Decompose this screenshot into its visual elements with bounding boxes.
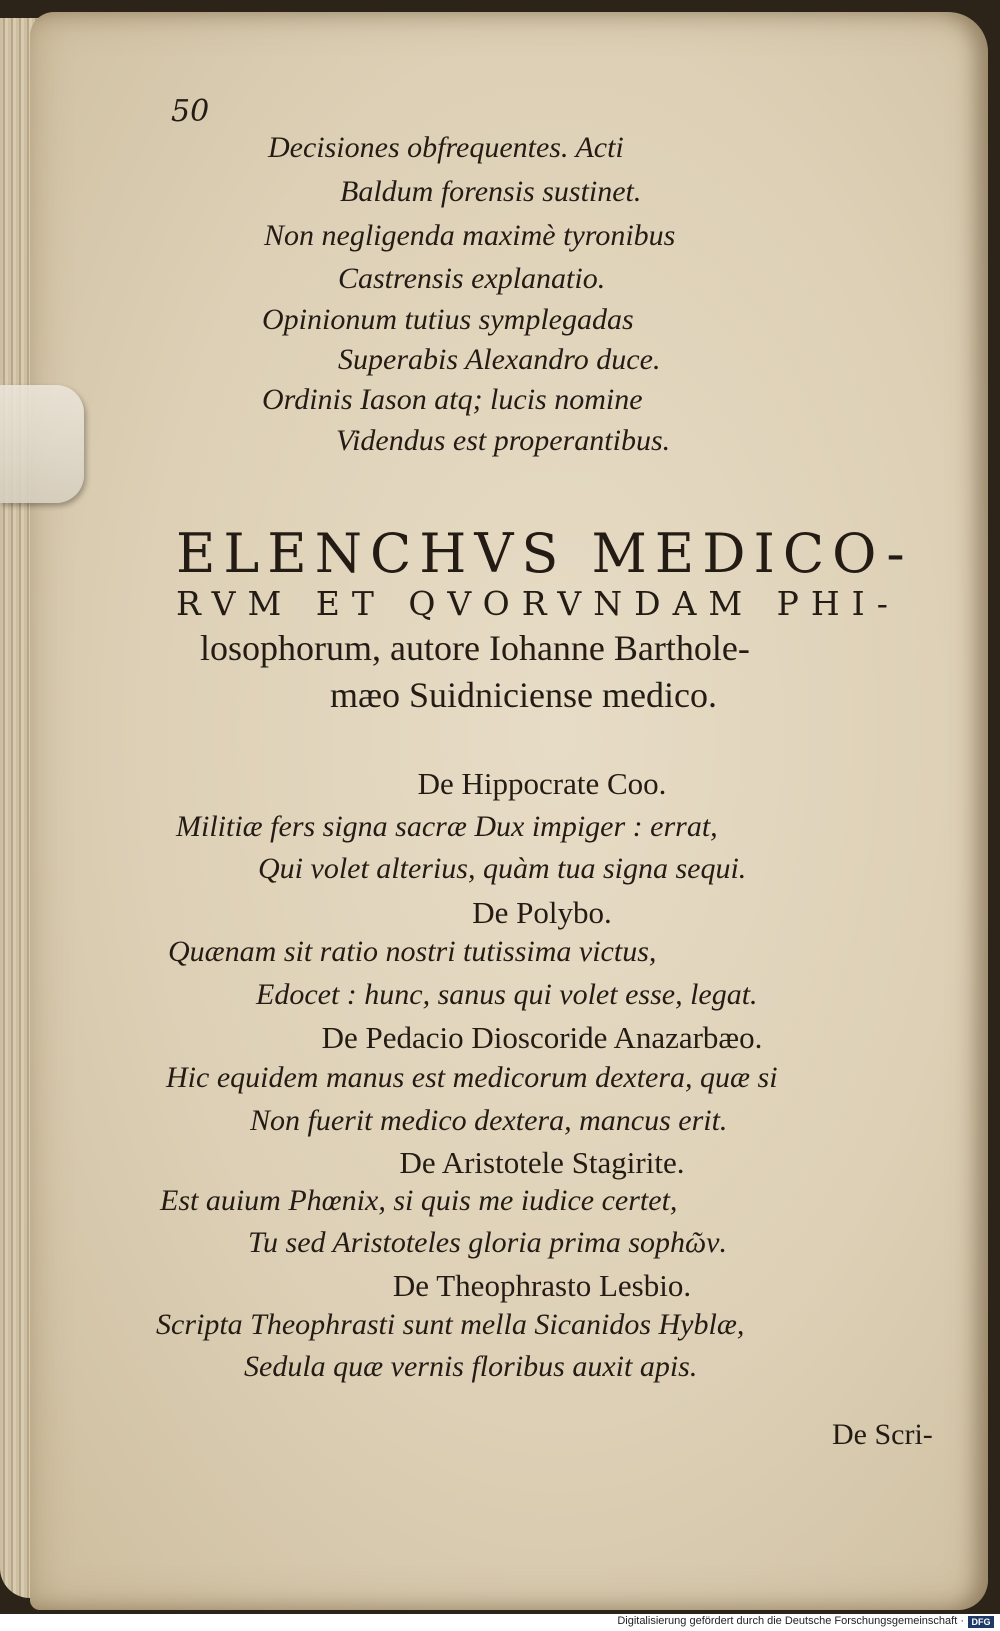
digitization-footer xyxy=(0,1614,1000,1631)
page-number: 50 xyxy=(171,94,210,129)
verse-line: Ordinis Iason atq; lucis nomine xyxy=(262,383,643,416)
verse-line: Superabis Alexandro duce. xyxy=(338,343,661,376)
catchword: De Scri- xyxy=(832,1418,933,1451)
verse-line: Non negligenda maximè tyronibus xyxy=(264,219,676,252)
heading-line: mæo Suidniciense medico. xyxy=(330,675,717,715)
section-title: De Polybo. xyxy=(472,895,612,930)
verse-line: Qui volet alterius, quàm tua signa sequi. xyxy=(258,852,747,885)
verse-line: Est auium Phœnix, si quis me iudice certet, xyxy=(160,1184,678,1217)
verse-line: Quænam sit ratio nostri tutissima victus, xyxy=(168,935,657,968)
section-title: De Pedacio Dioscoride Anazarbæo. xyxy=(321,1020,763,1055)
section-title: De Theophrasto Lesbio. xyxy=(392,1268,692,1303)
section-title: De Hippocrate Coo. xyxy=(417,766,667,801)
section-title: De Aristotele Stagirite. xyxy=(399,1145,685,1180)
verse-line: Scripta Theophrasti sunt mella Sicanidos Hyblæ, xyxy=(156,1308,745,1341)
verse-line: Opinionum tutius symplegadas xyxy=(262,303,634,336)
verse-line: Sedula quæ vernis floribus auxit apis. xyxy=(244,1350,698,1383)
heading-line: losophorum, autore Iohanne Barthole- xyxy=(200,628,750,668)
heading-caps-line: RVM ET QVORVNDAM PHI- xyxy=(176,584,900,623)
verse-line: Militiæ fers signa sacræ Dux impiger : errat, xyxy=(176,810,718,843)
verse-line: Decisiones obfrequentes. Acti xyxy=(268,131,624,164)
heading-title: ELENCHVS MEDICO- xyxy=(176,522,913,585)
verse-line: Baldum forensis sustinet. xyxy=(340,175,642,208)
dfg-logo-icon: DFG xyxy=(968,1616,994,1628)
verse-line: Tu sed Aristoteles gloria prima sophῶν. xyxy=(248,1226,727,1259)
verse-line: Videndus est properantibus. xyxy=(336,424,671,457)
verse-line: Hic equidem manus est medicorum dextera, quæ si xyxy=(166,1061,778,1094)
verse-line: Edocet : hunc, sanus qui volet esse, legat. xyxy=(256,978,758,1011)
verse-line: Non fuerit medico dextera, mancus erit. xyxy=(250,1104,728,1137)
verse-line: Castrensis explanatio. xyxy=(338,262,606,295)
footer-credit: Digitalisierung gefördert durch die Deutsche Forschungsgemeinschaft · xyxy=(617,1615,964,1627)
